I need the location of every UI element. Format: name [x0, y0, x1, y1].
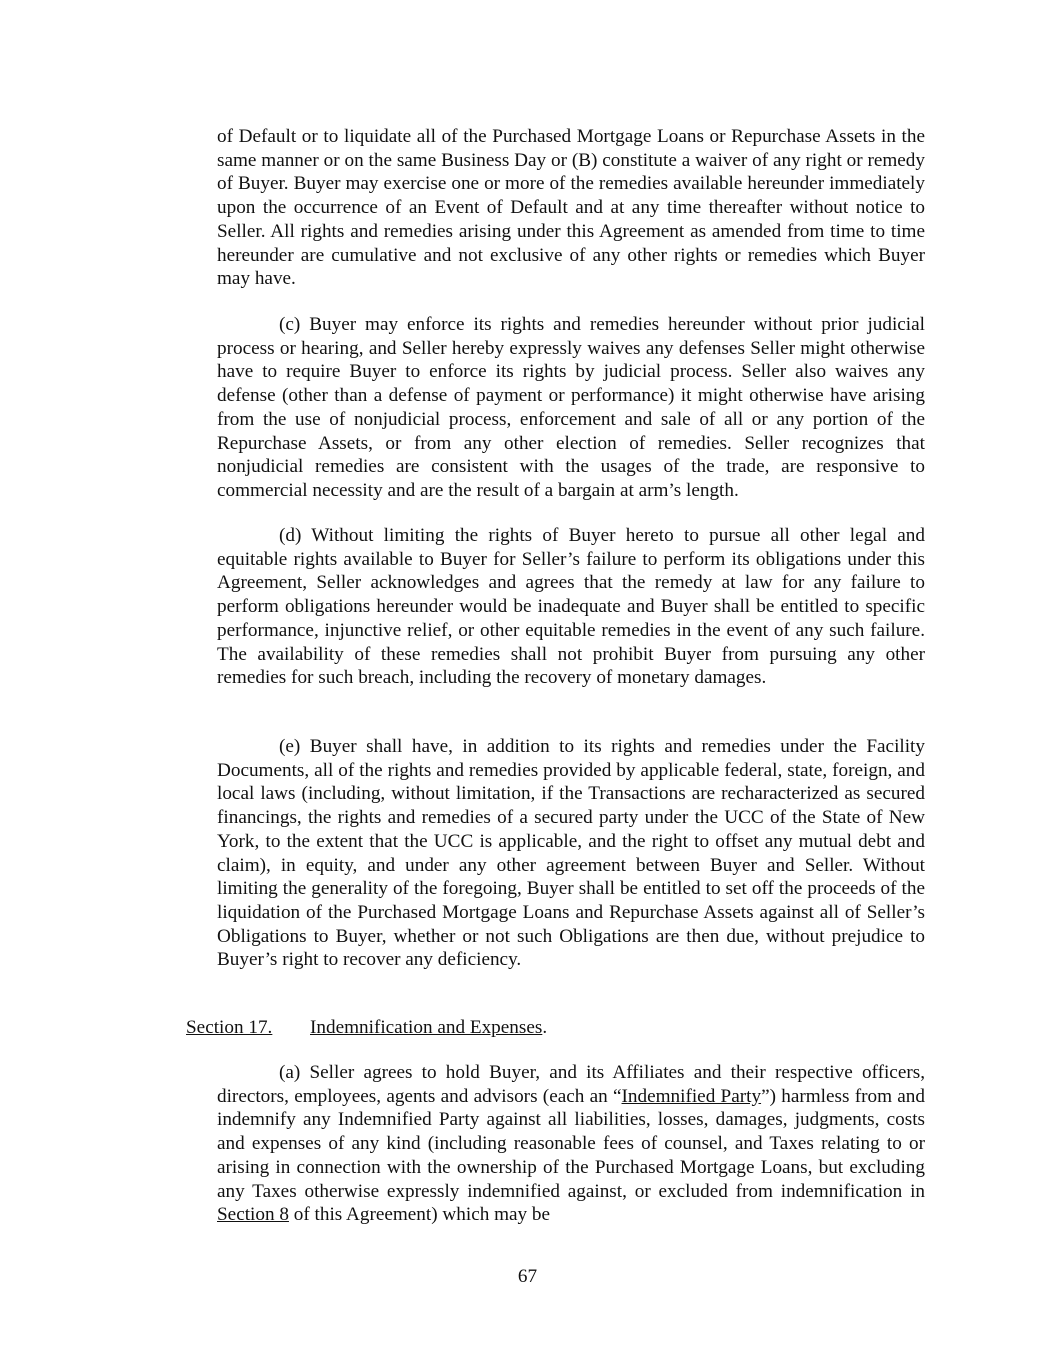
- defined-term-indemnified-party: Indemnified Party: [621, 1085, 762, 1107]
- paragraph-17a-text-3: of this Agreement) which may be: [288, 1204, 551, 1226]
- paragraph-e: (e) Buyer shall have, in addition to its rights and remedies under the Facility Documents, all of the rights and remedies provided by applicable federal, state, foreign, and local laws (including, without limitation, if the Transactions are recharacterized as secured financings, the rights and remedies of a secured party under the UCC of the State of New York, to the extent that the UCC is applicable, and the right to offset any mutual debt and claim), in equity, and under any other agreement between Buyer and Seller. Without limiting the generality of the foregoing, Buyer shall be entitled to set off the proceeds of the liquidation of the Purchased Mortgage Loans and Repurchase Assets against all of Seller’s Obligations to Buyer, whether or not such Obligations are then due, without prejudice to Buyer’s right to recover any deficiency.: [217, 736, 925, 971]
- paragraph-c: (c) Buyer may enforce its rights and remedies hereunder without prior judicial process or hearing, and Seller hereby expressly waives any defenses Seller might otherwise have to require Buyer to enforce its rights by judicial process. Seller also waives any defense (other than a defense of payment or performance) it might otherwise have arising from the use of nonjudicial process, enforcement and sale of all or any portion of the Repurchase Assets, or from any other election of remedies. Seller recognizes that nonjudicial remedies are consistent with the usages of the trade, are responsive to commercial necessity and are the result of a bargain at arm’s length.: [217, 314, 925, 501]
- paragraph-d: (d) Without limiting the rights of Buyer hereto to pursue all other legal and equitable rights available to Buyer for Seller’s failure to perform its obligations under this Agreement, Seller acknowledges and agrees that the remedy at law for any failure to perform obligations hereunder would be inadequate and Buyer shall be entitled to specific performance, injunctive relief, or other equitable remedies in the event of any such failure. The availability of these remedies shall not prohibit Buyer from pursuing any other remedies for such breach, including the recovery of monetary damages.: [217, 525, 925, 689]
- section-title-punctuation: .: [542, 1017, 548, 1038]
- section-title: Indemnification and Expenses: [310, 1017, 543, 1038]
- section-number: Section 17.: [186, 1017, 273, 1038]
- paragraph-continued: of Default or to liquidate all of the Purchased Mortgage Loans or Repurchase Assets in the same manner or on the same Business Day or (B) constitute a waiver of any right or remedy of Buyer. Buyer may exercise one or more of the remedies available hereunder immediately upon the occurrence of an Event of Default and at any time thereafter without notice to Seller. All rights and remedies arising under this Agreement as amended from time to time hereunder are cumulative and not exclusive of any other rights or remedies which Buyer may have.: [217, 126, 925, 290]
- paragraph-17a-text-2: ”) harmless from and indemnify any Indemnified Party against all liabilities, losses, damages, judgments, costs and expenses of any kind (including reasonable fees of counsel, and Taxes relating to or arising in connection with the ownership of the Purchased Mortgage Loans, but excluding any Taxes otherwise expressly indemnified against, or excluded from indemnification in: [217, 1085, 925, 1202]
- section-reference: Section 8: [217, 1204, 289, 1226]
- paragraph-17a: [217, 1061, 925, 1227]
- paragraph-17a-text-1: (a) Seller agrees to hold Buyer, and its Affiliates and their respective officers, directors, employees, agents and advisors (each an “: [217, 1062, 925, 1107]
- page-number: 67: [517, 1266, 538, 1287]
- section-heading: [186, 1016, 547, 1040]
